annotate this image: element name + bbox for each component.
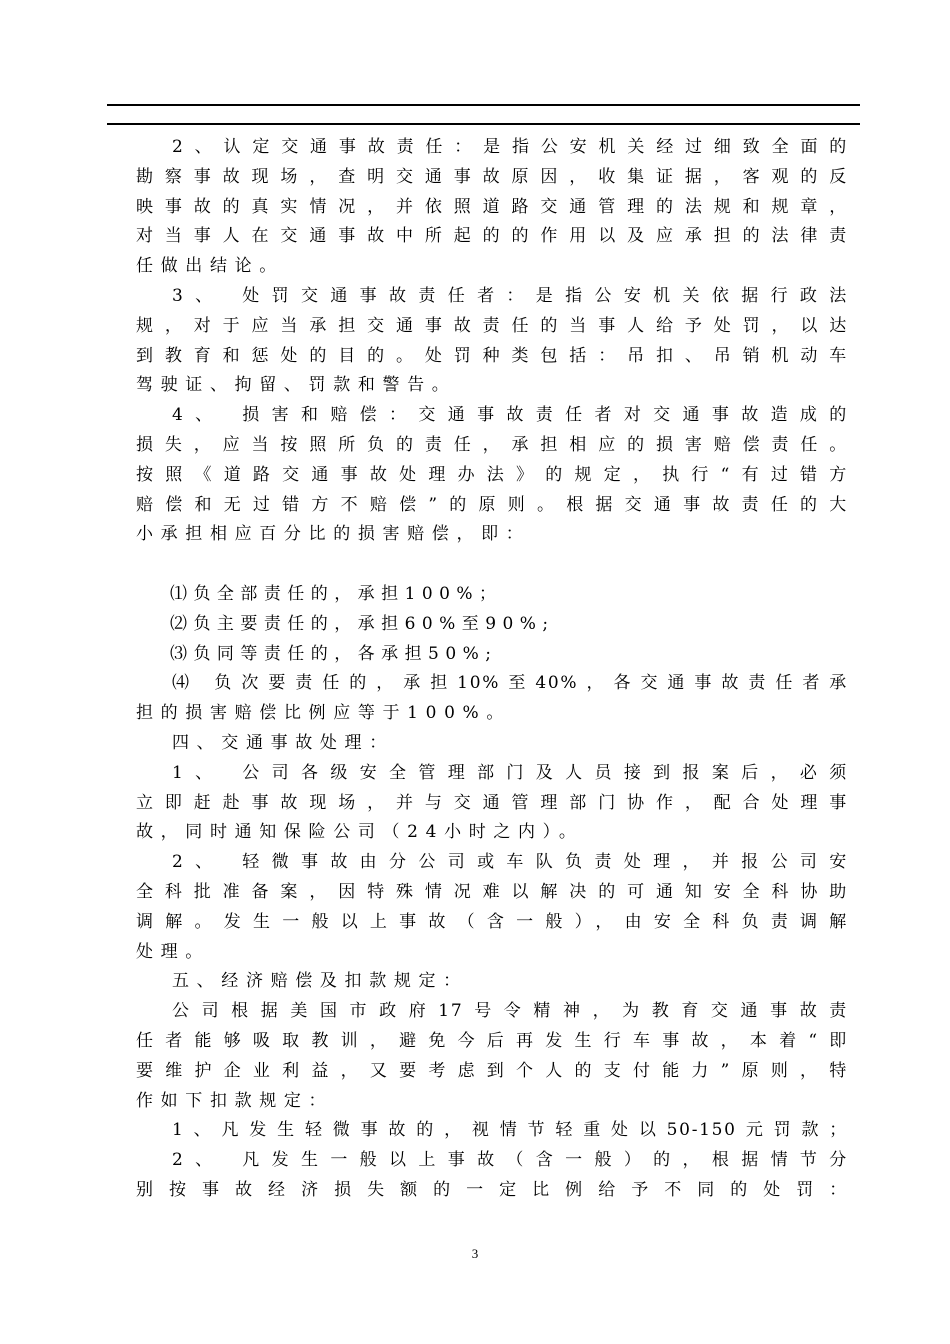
- text-line: 调解。发生一般以上事故（含一般），由安全科负责调解: [136, 911, 848, 932]
- text-line: 规，对于应当承担交通事故责任的当事人给予处罚，以达: [136, 315, 848, 336]
- text-line: 1、凡发生轻微事故的，视情节轻重处以50-150元罚款；: [172, 1120, 848, 1141]
- text-line: 全科批准备案，因特殊情况难以解决的可通知安全科协助: [136, 881, 848, 902]
- text-line: 担的损害赔偿比例应等于100%。: [136, 703, 512, 724]
- header-rule-bottom: [107, 123, 860, 125]
- text-line: 任做出结论。: [136, 256, 284, 277]
- text-line: 4、 损害和赔偿：交通事故责任者对交通事故造成的: [172, 405, 848, 426]
- list-item: ⑷ 负次要责任的，承担10%至40%，各交通事故责任者承: [172, 673, 848, 694]
- text-line: 处理。: [136, 941, 210, 962]
- blank-line: [136, 550, 848, 580]
- text-line: 2、认定交通事故责任：是指公安机关经过细致全面的: [172, 137, 848, 157]
- text-line: 赔偿和无过错方不赔偿”的原则。根据交通事故责任的大: [136, 494, 848, 515]
- list-item: ⑶负同等责任的，各承担50%;: [170, 643, 498, 664]
- header-rule-top: [107, 104, 860, 106]
- list-item: ⑴负全部责任的，承担100%；: [170, 583, 503, 604]
- text-line: 立即赶赴事故现场，并与交通管理部门协作，配合处理事: [136, 792, 848, 813]
- text-line: 按照《道路交通事故处理办法》的规定，执行“有过错方: [136, 464, 848, 485]
- text-line: 作如下扣款规定：: [136, 1090, 334, 1111]
- text-line: 任者能够吸取教训，避免今后再发生行车事故，本着“即: [136, 1030, 848, 1051]
- section-heading: 四、交通事故处理：: [172, 732, 394, 753]
- text-line: 对当事人在交通事故中所起的的作用以及应承担的法律责: [136, 226, 848, 247]
- text-line: 故，同时通知保险公司（24小时之内）。: [136, 822, 584, 843]
- text-line: 损失，应当按照所负的责任，承担相应的损害赔偿责任。: [136, 434, 848, 455]
- document-body: [136, 133, 848, 1206]
- text-line: 要维护企业利益，又要考虑到个人的支付能力”原则，特: [136, 1060, 848, 1081]
- page-number: 3: [471, 1246, 479, 1261]
- section-heading: 五、经济赔偿及扣款规定：: [172, 971, 468, 992]
- text-line: 勘察事故现场，查明交通事故原因，收集证据，客观的反: [136, 166, 848, 187]
- text-line: 2、 凡发生一般以上事故（含一般）的，根据情节分: [172, 1150, 848, 1171]
- list-item: ⑵负主要责任的，承担60%至90%;: [170, 613, 555, 634]
- text-line: 3、 处罚交通事故责任者：是指公安机关依据行政法: [172, 285, 848, 306]
- text-line: 驾驶证、拘留、罚款和警告。: [136, 375, 457, 396]
- text-line: 别按事故经济损失额的一定比例给予不同的处罚：: [136, 1179, 848, 1200]
- text-line: 公司根据美国市政府17号令精神，为教育交通事故责: [172, 1001, 848, 1022]
- text-line: 1、 公司各级安全管理部门及人员接到报案后，必须: [172, 762, 848, 783]
- text-line: 到教育和惩处的目的。处罚种类包括：吊扣、吊销机动车: [136, 345, 848, 366]
- text-line: 映事故的真实情况，并依照道路交通管理的法规和规章，: [136, 196, 848, 217]
- text-line: 2、 轻微事故由分公司或车队负责处理，并报公司安: [172, 852, 848, 873]
- text-line: 小承担相应百分比的损害赔偿，即：: [136, 524, 531, 545]
